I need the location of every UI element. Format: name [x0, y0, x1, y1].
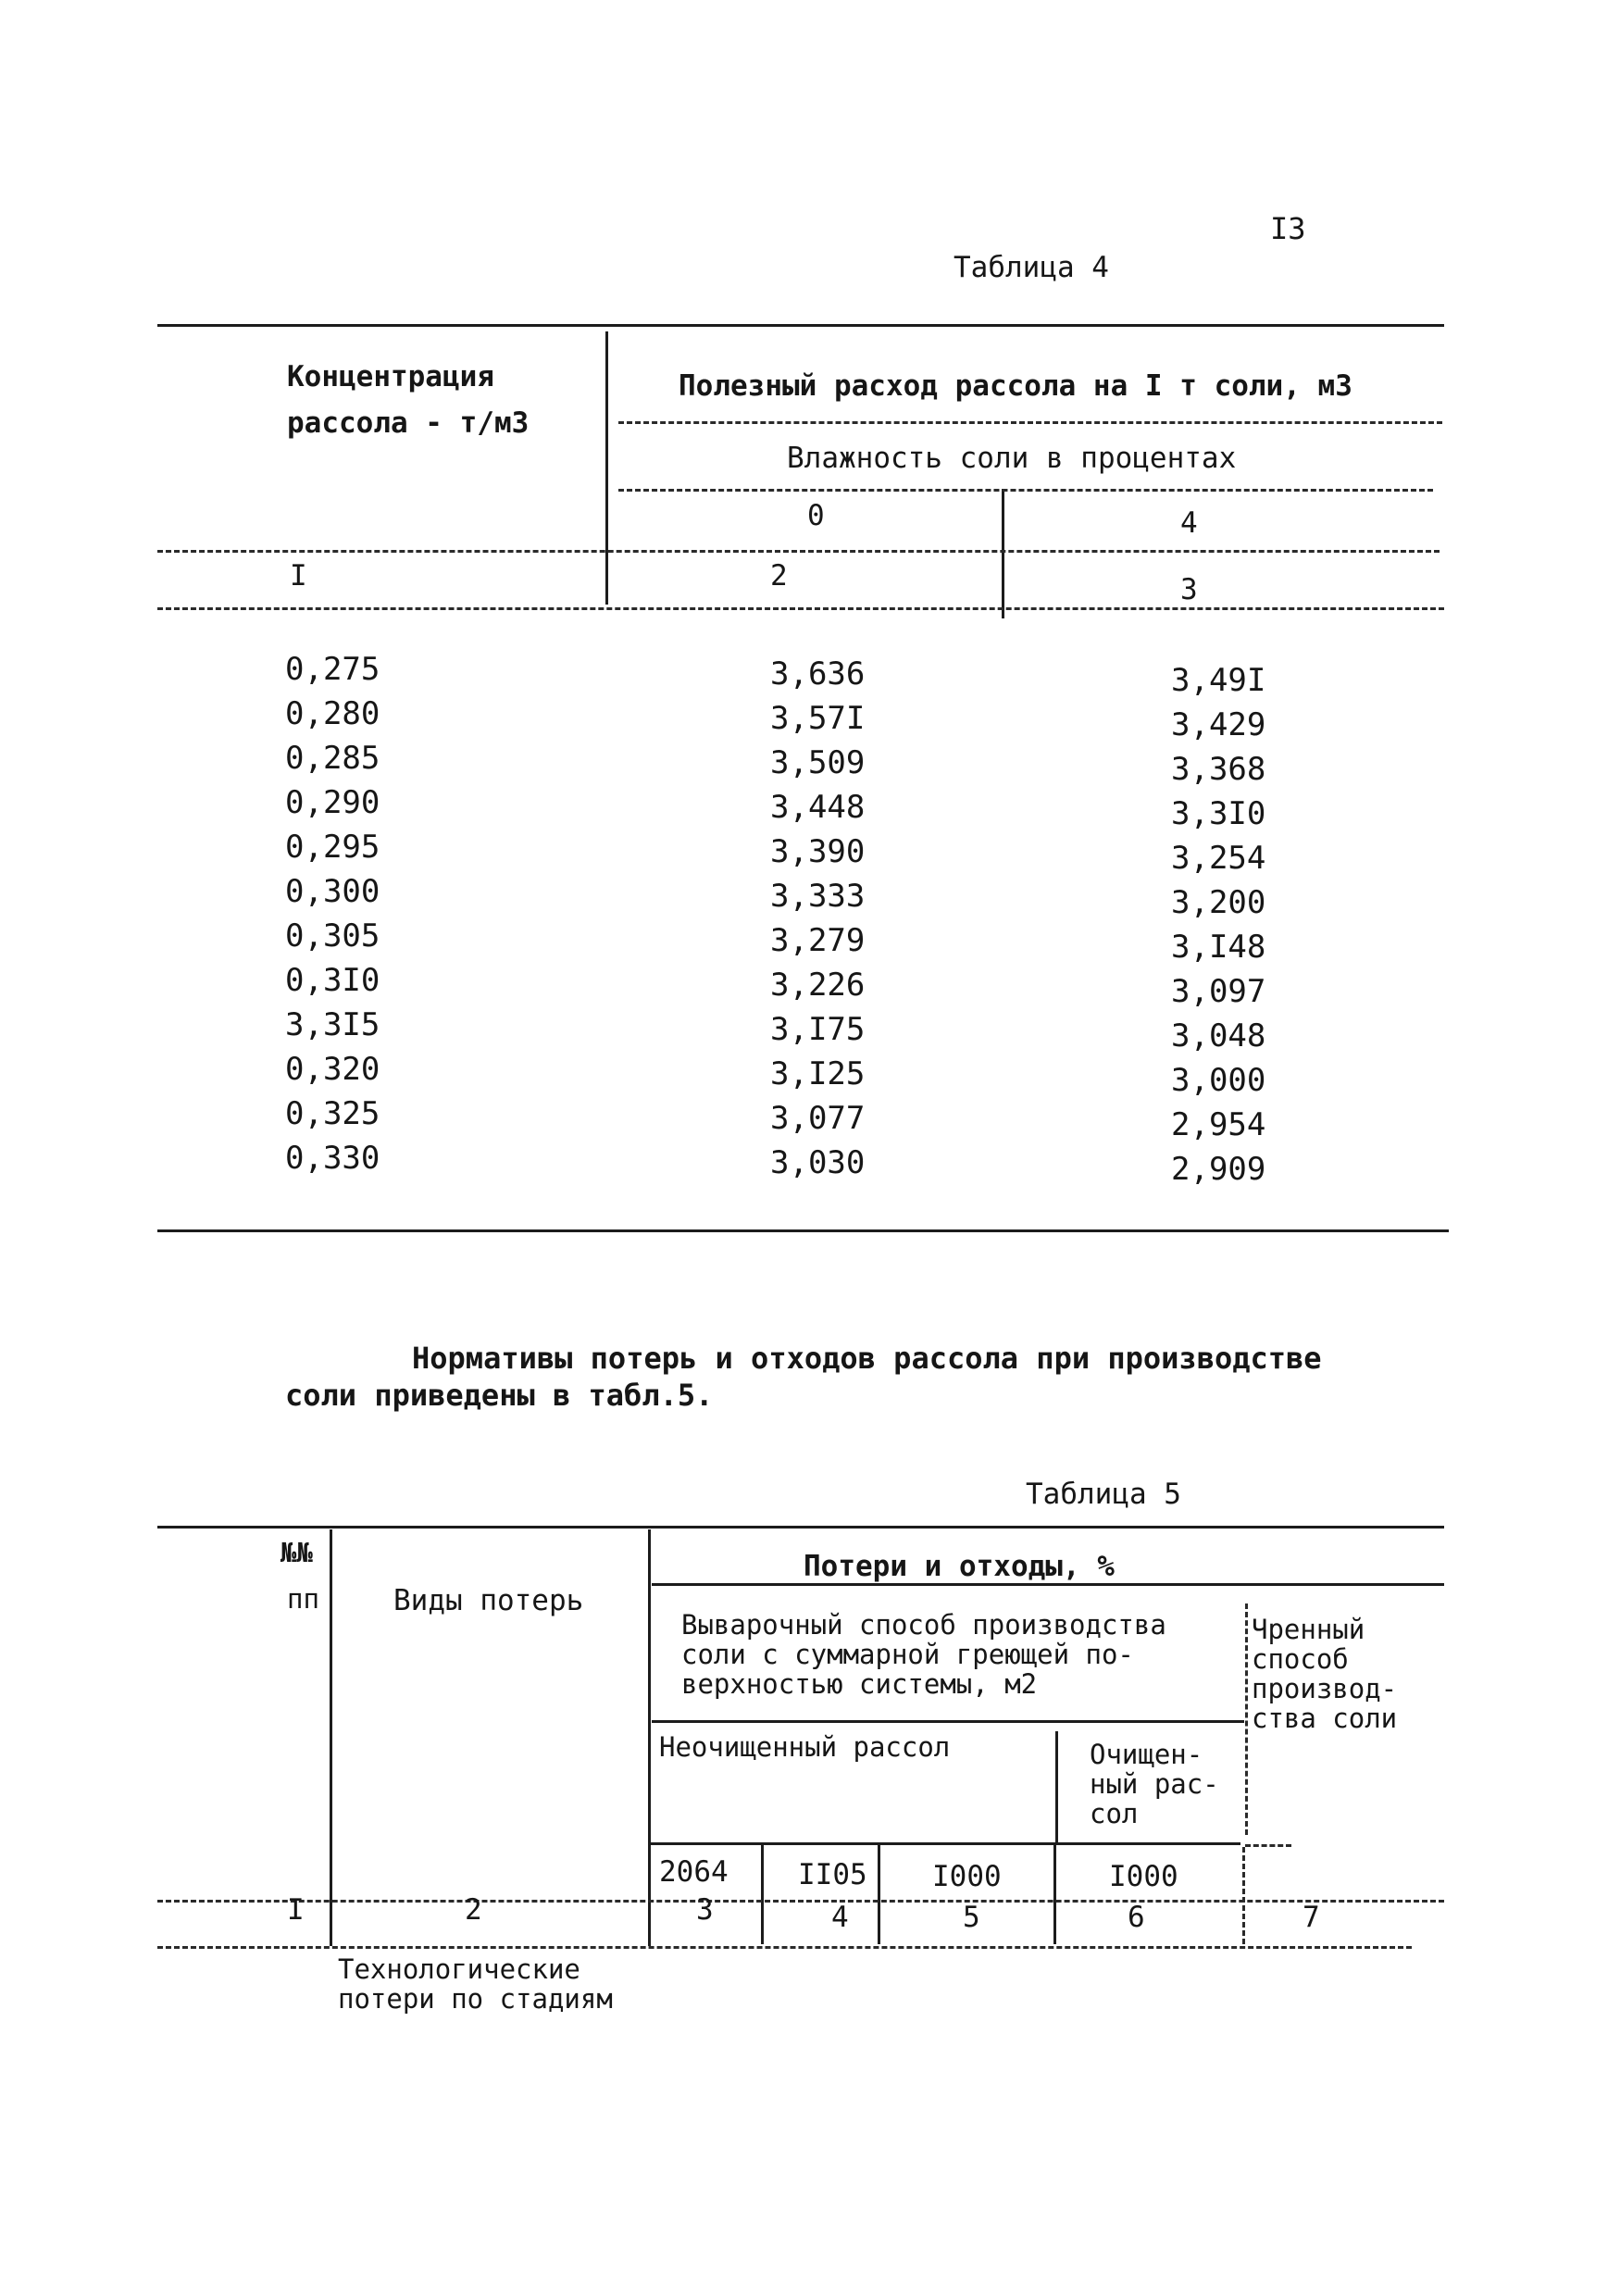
- table5-header-other-3: производ-: [1252, 1673, 1398, 1704]
- table5-vline-6: [1053, 1842, 1056, 1944]
- table5-vline-other: [1245, 1603, 1248, 1835]
- table5-vline-5: [878, 1842, 880, 1944]
- table5-header-clean-1: Очищен-: [1090, 1739, 1203, 1770]
- table5-header-rule-losses: [652, 1583, 1444, 1586]
- table5-colnum-7: 7: [1303, 1901, 1320, 1934]
- table4-colnum-2: 2: [770, 559, 788, 593]
- consumption-4-cell: 3,368: [1171, 751, 1266, 788]
- table4-header-concentration-unit: рассола - т/м3: [287, 406, 530, 440]
- table5-row1-kind-1: Технологические: [338, 1953, 580, 1985]
- table5-colnum-rule-top: [157, 1900, 1444, 1903]
- table5-header-evap-1: Выварочный способ производства: [681, 1609, 1166, 1641]
- paragraph-line-1: Нормативы потерь и отходов рассола при производстве: [412, 1341, 1322, 1376]
- table5-header-raw: Неочищенный рассол: [659, 1731, 951, 1763]
- consumption-0-cell: 3,279: [770, 922, 866, 959]
- table4-col-divider: [605, 331, 608, 605]
- concentration-cell: 0,3I0: [285, 962, 380, 999]
- table5-colnum-5: 5: [963, 1901, 980, 1934]
- consumption-4-cell: 2,954: [1171, 1106, 1266, 1143]
- concentration-cell: 0,330: [285, 1140, 380, 1177]
- consumption-0-cell: 3,509: [770, 744, 866, 781]
- consumption-0-cell: 3,333: [770, 878, 866, 915]
- table5-top-rule: [157, 1526, 1444, 1529]
- consumption-4-cell: 2,909: [1171, 1151, 1266, 1188]
- consumption-0-cell: 3,390: [770, 833, 866, 870]
- concentration-cell: 3,3I5: [285, 1006, 380, 1043]
- table5-header-clean-3: сол: [1090, 1798, 1139, 1829]
- table4-caption: Таблица 4: [954, 251, 1109, 284]
- table5-header-rule-area: [648, 1842, 1240, 1845]
- consumption-4-cell: 3,3I0: [1171, 795, 1266, 832]
- table5-vline-7: [1242, 1847, 1245, 1944]
- consumption-4-cell: 3,200: [1171, 884, 1266, 921]
- table4-top-rule: [157, 324, 1444, 327]
- consumption-4-cell: 3,I48: [1171, 929, 1266, 966]
- consumption-4-cell: 3,254: [1171, 840, 1266, 877]
- consumption-4-cell: 3,000: [1171, 1062, 1266, 1099]
- concentration-cell: 0,300: [285, 873, 380, 910]
- concentration-cell: 0,295: [285, 829, 380, 866]
- table4-header-humidity-0: 0: [807, 499, 825, 532]
- paragraph-line-2: соли приведены в табл.5.: [285, 1378, 714, 1413]
- table5-area-1000a: I000: [932, 1860, 1002, 1893]
- table5-colnum-4: 4: [831, 1901, 849, 1934]
- table5-vline-4: [761, 1842, 764, 1944]
- table5-header-clean-2: ный рас-: [1090, 1768, 1219, 1800]
- table5-colnum-3: 3: [696, 1893, 714, 1927]
- consumption-0-cell: 3,57I: [770, 700, 866, 737]
- consumption-0-cell: 3,030: [770, 1144, 866, 1181]
- table5-header-num: №№: [280, 1537, 313, 1568]
- consumption-4-cell: 3,49I: [1171, 662, 1266, 699]
- concentration-cell: 0,320: [285, 1051, 380, 1088]
- table5-header-other-2: способ: [1252, 1643, 1349, 1675]
- page-number: I3: [1270, 211, 1306, 246]
- table5-colnum-1: I: [287, 1893, 305, 1927]
- consumption-4-cell: 3,429: [1171, 706, 1266, 743]
- table5-vline-clean: [1055, 1731, 1058, 1842]
- table4-colnum-rule-top: [157, 550, 1440, 553]
- table4-header-concentration: Концентрация: [287, 360, 494, 393]
- table5-header-rule-evap: [652, 1720, 1244, 1723]
- consumption-4-cell: 3,097: [1171, 973, 1266, 1010]
- table5-vline-1: [330, 1529, 332, 1946]
- table4-colnum-3: 3: [1180, 573, 1198, 606]
- consumption-0-cell: 3,077: [770, 1100, 866, 1137]
- table5-colnum-6: 6: [1128, 1901, 1145, 1934]
- table5-header-num-pp: пп: [287, 1583, 319, 1615]
- concentration-cell: 0,285: [285, 740, 380, 777]
- concentration-cell: 0,275: [285, 651, 380, 688]
- concentration-cell: 0,325: [285, 1095, 380, 1132]
- concentration-cell: 0,305: [285, 917, 380, 955]
- consumption-0-cell: 3,226: [770, 967, 866, 1004]
- table5-header-losses: Потери и отходы, %: [804, 1550, 1115, 1583]
- table5-area-1105: II05: [798, 1858, 867, 1891]
- table4-header-rule-1: [618, 421, 1442, 424]
- table5-colnum-2: 2: [465, 1893, 482, 1927]
- consumption-0-cell: 3,I75: [770, 1011, 866, 1048]
- consumption-4-cell: 3,048: [1171, 1017, 1266, 1054]
- concentration-cell: 0,280: [285, 695, 380, 732]
- table5-vline-2: [648, 1529, 651, 1946]
- table4-col-divider-2: [1002, 489, 1004, 618]
- table5-header-other-1: Чренный: [1252, 1614, 1365, 1645]
- table5-colnum-rule-bottom: [157, 1946, 1412, 1949]
- table4-colnum-rule-bottom: [157, 607, 1444, 610]
- table4-header-humidity-4: 4: [1180, 506, 1198, 540]
- table4-header-rule-2: [618, 489, 1433, 492]
- table5-header-evap-2: соли с суммарной греющей по-: [681, 1639, 1134, 1670]
- table5-header-kind: Виды потерь: [393, 1584, 584, 1617]
- consumption-0-cell: 3,448: [770, 789, 866, 826]
- table5-area-2064: 2064: [659, 1855, 729, 1889]
- table5-area-1000b: I000: [1109, 1860, 1178, 1893]
- consumption-0-cell: 3,I25: [770, 1055, 866, 1092]
- table5-row1-kind-2: потери по стадиям: [338, 1983, 613, 2015]
- table5-header-other-4: ства соли: [1252, 1703, 1398, 1734]
- table5-header-evap-3: верхностью системы, м2: [681, 1668, 1038, 1700]
- table4-header-consumption: Полезный расход рассола на I т соли, м3: [679, 369, 1352, 403]
- concentration-cell: 0,290: [285, 784, 380, 821]
- table4-header-humidity: Влажность соли в процентах: [787, 442, 1237, 475]
- table4-colnum-1: I: [290, 559, 307, 593]
- table5-header-rule-area-short: [1245, 1844, 1291, 1847]
- consumption-0-cell: 3,636: [770, 655, 866, 693]
- table5-caption: Таблица 5: [1026, 1478, 1181, 1511]
- table4-bottom-rule: [157, 1229, 1449, 1232]
